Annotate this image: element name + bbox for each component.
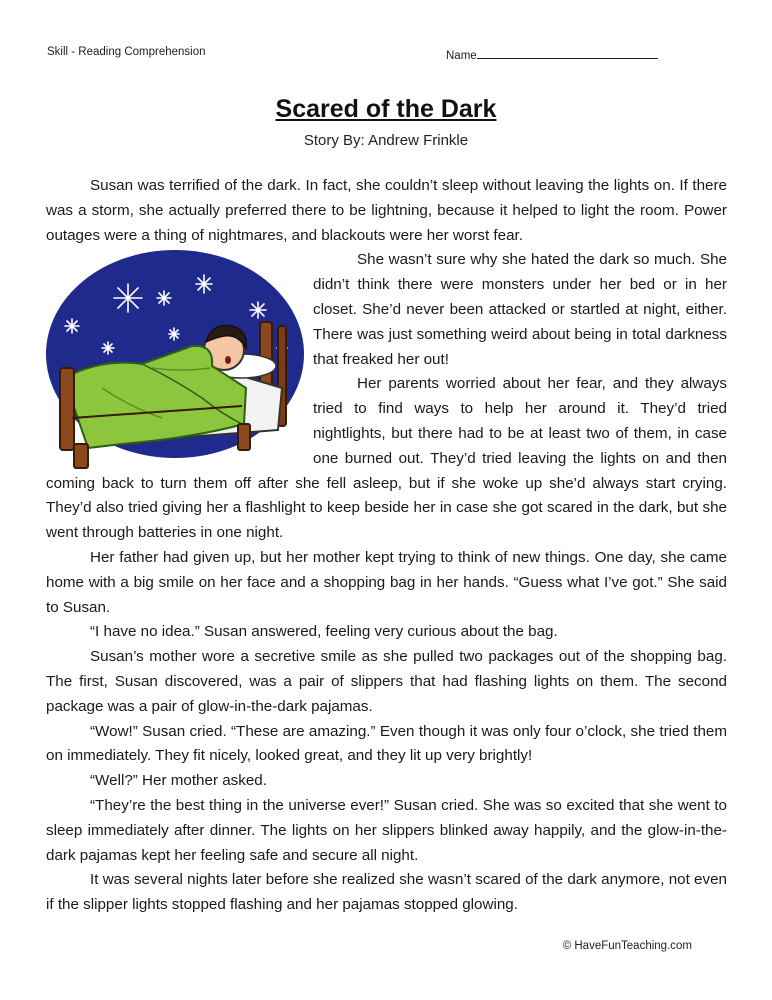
name-blank-line[interactable] — [477, 46, 658, 59]
story-paragraph-7: “Wow!” Susan cried. “These are amazing.” Even though it was only four o’clock, she tried them on immediately. They fit nicely, looked great, and they lit up very brightly! — [46, 722, 727, 765]
story-body — [46, 174, 727, 918]
byline: Story By: Andrew Frinkle — [303, 132, 469, 149]
page-title: Scared of the Dark — [275, 95, 497, 123]
bed-icon — [42, 248, 308, 470]
story-paragraph-5: “I have no idea.” Susan answered, feeling very curious about the bag. — [90, 623, 558, 641]
name-label: Name — [446, 50, 477, 62]
story-paragraph-1: Susan was terrified of the dark. In fact, she couldn’t sleep without leaving the lights on. If there was a storm, she actually preferred there to be lightning, because it helped to light the room. Power outages were a thing of nightmares, and blackouts were her worst fear. — [46, 177, 727, 244]
skill-label: Skill - Reading Comprehension — [47, 46, 206, 58]
story-paragraph-3: Her parents worried about her fear, and they always tried to find ways to help her around it. They’d tried nightlights, but there had to be at least two of them, in case one burned out. They’d tried leaving the lights on and then coming back to turn them off after she fell asleep, but if she woke up she’d always start crying. They’d also tried giving her a flashlight to keep beside her in case she got scared in the dark, but she went through batteries in one night. — [46, 375, 727, 542]
copyright-footer: © HaveFunTeaching.com — [562, 940, 692, 952]
story-paragraph-8: “Well?” Her mother asked. — [90, 772, 267, 790]
bed-illustration — [42, 248, 308, 470]
worksheet-header — [47, 46, 727, 64]
story-paragraph-6: Susan’s mother wore a secretive smile as she pulled two packages out of the shopping bag. The first, Susan discovered, was a pair of slippers that had flashing lights on them. The second package was a pair of glow-in-the-dark pajamas. — [46, 648, 727, 715]
story-paragraph-10: It was several nights later before she realized she wasn’t scared of the dark anymore, not even if the slipper lights stopped flashing and her pajamas stopped glowing. — [46, 871, 727, 914]
story-paragraph-9: “They’re the best thing in the universe ever!” Susan cried. She was so excited that she went to sleep immediately after dinner. The lights on her slippers blinked away happily, and the glow-in-the-dark pajamas kept her feeling safe and secure all night. — [46, 796, 727, 864]
story-paragraph-2: She wasn’t sure why she hated the dark so much. She didn’t think there were monsters under her bed or in her closet. She’d never been attacked or startled at night, either. There was just something weird about being in total darkness that freaked her out! — [313, 251, 727, 368]
name-field[interactable] — [446, 46, 658, 62]
story-paragraph-4: Her father had given up, but her mother kept trying to think of new things. One day, she came home with a big smile on her face and a shopping bag in her hands. “Guess what I’ve got.” She said to Susan. — [46, 548, 727, 616]
